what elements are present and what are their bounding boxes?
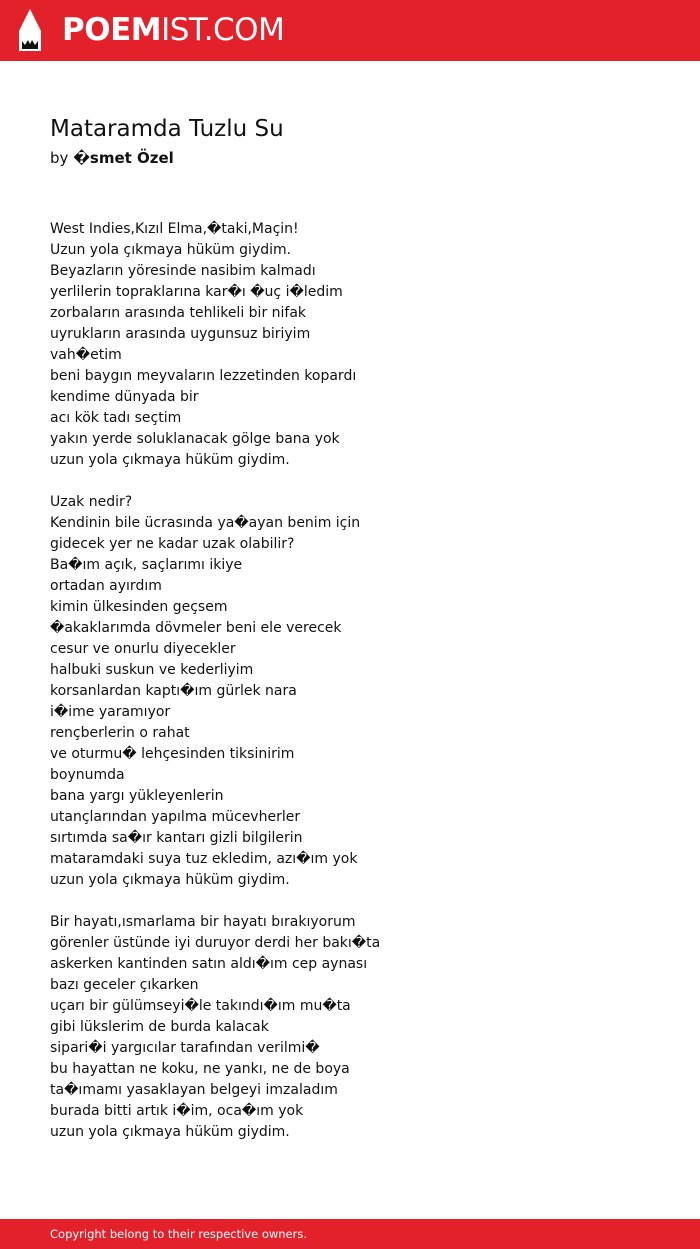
poem-line: mataramdaki suya tuz ekledim, azı�ım yok [50,851,358,867]
poem-line: bana yargı yükleyenlerin [50,788,224,804]
poem-line: görenler üstünde iyi duruyor derdi her bakı�ta [50,935,381,951]
poem-line: beni baygın meyvaların lezzetinden kopardı [50,368,357,384]
poem-line: Ba�ım açık, saçlarımı ikiye [50,557,243,573]
poem-line: uzun yola çıkmaya hüküm giydim. [50,452,290,468]
brand-bold: POEM [62,12,162,48]
poem-line: kendime dünyada bir [50,389,199,405]
poem-line: askerken kantinden satın aldı�ım cep aynası [50,956,368,972]
poem-line: gibi lükslerim de burda kalacak [50,1019,269,1035]
poem-line: utançlarından yapılma mücevherler [50,809,301,825]
by-label: by [50,149,69,167]
poem-line: Beyazların yöresinde nasibim kalmadı [50,263,316,279]
poem-line: Uzak nedir? [50,494,133,510]
poem-line: kimin ülkesinden geçsem [50,599,228,615]
poem-line: uçarı bir gülümseyi�le takındı�ım mu�ta [50,998,351,1014]
poem-body [50,219,670,1164]
poem-line: �akaklarımda dövmeler beni ele verecek [50,620,342,636]
poem-line: sipari�i yargıcılar tarafından verilmi� [50,1040,320,1056]
poem-line: halbuki suskun ve kederliyim [50,662,254,678]
poem-line: ta�ımamı yasaklayan belgeyi imzaladım [50,1082,338,1098]
poem-line: gidecek yer ne kadar uzak olabilir? [50,536,295,552]
poem-line: bazı geceler çıkarken [50,977,199,993]
poem-line: uyrukların arasında uygunsuz biriyim [50,326,311,342]
poem-byline [50,149,174,167]
poem-line: Bir hayatı,ısmarlama bir hayatı bırakıyorum [50,914,356,930]
poem-author[interactable]: �smet Özel [73,149,174,167]
poem-line: acı kök tadı seçtim [50,410,182,426]
poem-line: zorbaların arasında tehlikeli bir nifak [50,305,307,321]
pencil-icon[interactable] [18,9,42,51]
brand-thin: IST.COM [161,12,285,48]
poem-line: yerlilerin topraklarına kar�ı �uç i�ledim [50,284,343,300]
poem-stanza [50,912,670,1143]
site-footer [0,1219,700,1249]
poem-line: rençberlerin o rahat [50,725,190,741]
poem-line: uzun yola çıkmaya hüküm giydim. [50,872,290,888]
site-header [0,0,700,61]
poem-line: ortadan ayırdım [50,578,162,594]
poem-line: ve oturmu� lehçesinden tiksinirim [50,746,295,762]
poem-line: Uzun yola çıkmaya hüküm giydim. [50,242,292,258]
poem-line: Kendinin bile ücrasında ya�ayan benim için [50,515,361,531]
poem-line: burada bitti artık i�im, oca�ım yok [50,1103,304,1119]
poem-line: vah�etim [50,347,122,363]
poem-line: sırtımda sa�ır kantarı gizli bilgilerin [50,830,303,846]
poem-line: bu hayattan ne koku, ne yankı, ne de boya [50,1061,350,1077]
site-logo[interactable] [62,12,284,48]
poem-line: i�ime yaramıyor [50,704,171,720]
copyright-text: Copyright belong to their respective owners. [50,1227,308,1241]
poem-line: boynumda [50,767,125,783]
poem-line: uzun yola çıkmaya hüküm giydim. [50,1124,290,1140]
poem-title: Mataramda Tuzlu Su [50,116,284,142]
poem-line: West Indies,Kızıl Elma,�taki,Maçin! [50,221,299,237]
poem-line: korsanlardan kaptı�ım gürlek nara [50,683,297,699]
poem-line: yakın yerde soluklanacak gölge bana yok [50,431,340,447]
poem-stanza [50,219,670,471]
poem-line: cesur ve onurlu diyecekler [50,641,236,657]
poem-stanza [50,492,670,891]
